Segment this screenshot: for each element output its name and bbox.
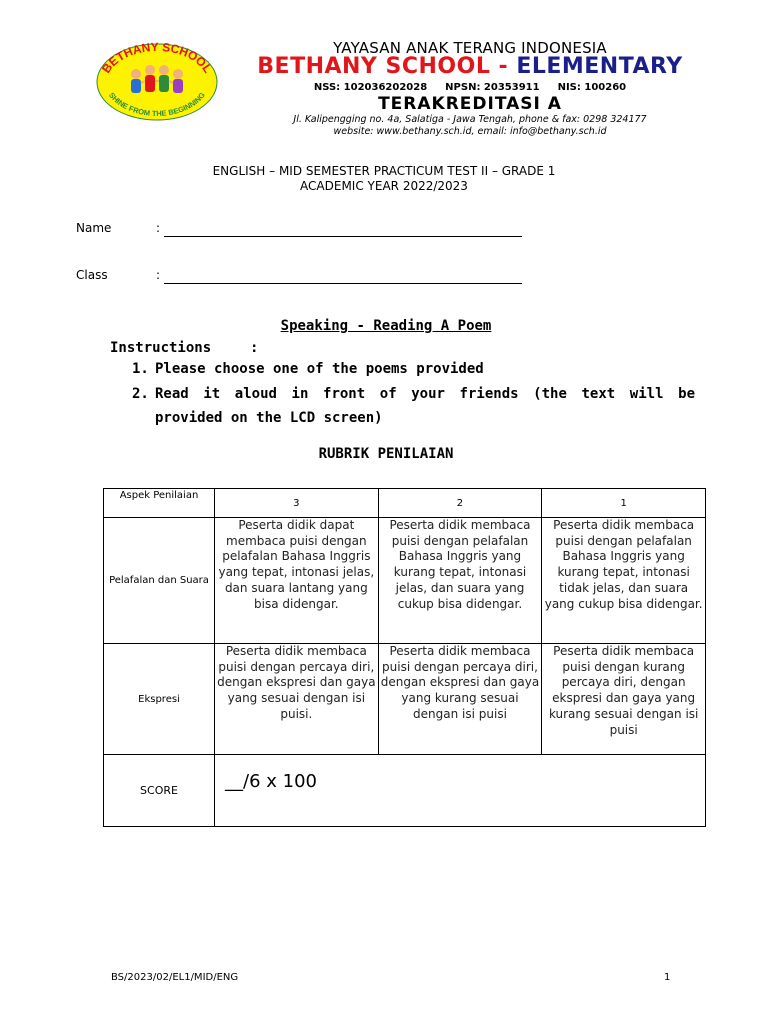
header-score-1: 1: [542, 489, 706, 518]
rubric-title: RUBRIK PENILAIAN: [318, 446, 454, 462]
section-title: Speaking - Reading A Poem: [280, 318, 492, 334]
school-logo: [94, 40, 220, 124]
logo-text-top: BETHANY SCHOOL: [99, 40, 215, 76]
instruction-text-2-line2: provided on the LCD screen): [155, 410, 383, 426]
instructions-colon: :: [250, 340, 259, 356]
exam-title: ENGLISH – MID SEMESTER PRACTICUM TEST II – GRADE 1: [212, 164, 556, 178]
school-ids: [230, 82, 710, 93]
instruction-text-2-line1: Read it aloud in front of your friends (the text will be: [155, 386, 695, 402]
score-row: [104, 755, 706, 827]
accreditation: TERAKREDITASI A: [378, 94, 562, 114]
nis: NIS: 100260: [557, 82, 627, 93]
class-colon: :: [156, 268, 161, 282]
page-number: 1: [664, 972, 671, 983]
aspect-pronunciation: Pelafalan dan Suara: [104, 518, 215, 644]
cell-expression-2: Peserta didik membaca puisi dengan percaya diri, dengan ekspresi dan gaya yang kurang sesuai dengan isi puisi: [378, 644, 542, 755]
cell-pronunciation-3: Peserta didik dapat membaca puisi dengan pelafalan Bahasa Inggris yang tepat, intonasi jelas, dan suara lantang yang bisa didengar.: [215, 518, 379, 644]
instruction-text-1: Please choose one of the poems provided: [155, 361, 484, 377]
school-name-part2: ELEMENTARY: [516, 54, 683, 79]
table-row: [104, 518, 706, 644]
cell-expression-1: Peserta didik membaca puisi dengan kurang percaya diri, dengan ekspresi dan gaya yang kurang sesuai dengan isi puisi: [542, 644, 706, 755]
document-code: BS/2023/02/EL1/MID/ENG: [111, 972, 239, 983]
table-row: [104, 644, 706, 755]
instructions-label: Instructions: [110, 340, 212, 356]
score-value: __/6 x 100: [215, 755, 706, 827]
school-name-part1: BETHANY SCHOOL: [257, 54, 491, 79]
class-label: Class: [76, 268, 108, 282]
table-header-row: [104, 489, 706, 518]
header-score-2: 2: [378, 489, 542, 518]
cell-pronunciation-2: Peserta didik membaca puisi dengan pelafalan Bahasa Inggris yang kurang tepat, intonasi jelas, dan suara yang cukup bisa didengar.: [378, 518, 542, 644]
aspect-expression: Ekspresi: [104, 644, 215, 755]
name-field[interactable]: [164, 236, 522, 237]
cell-expression-3: Peserta didik membaca puisi dengan percaya diri, dengan ekspresi dan gaya yang sesuai dengan isi puisi.: [215, 644, 379, 755]
name-colon: :: [156, 221, 161, 235]
instruction-number-2: 2.: [132, 386, 149, 402]
instruction-number-1: 1.: [132, 361, 149, 377]
name-label: Name: [76, 221, 112, 235]
class-field[interactable]: [164, 283, 522, 284]
npsn: NPSN: 20353911: [445, 82, 540, 93]
score-label: SCORE: [104, 755, 215, 827]
logo-text-bottom: SHINE FROM THE BEGINNING: [107, 90, 207, 119]
nss: NSS: 102036202028: [313, 82, 428, 93]
school-name-sep: -: [490, 54, 517, 79]
header-score-3: 3: [215, 489, 379, 518]
foundation-name: YAYASAN ANAK TERANG INDONESIA: [333, 39, 607, 57]
website-email: website: www.bethany.sch.id, email: info@bethany.sch.id: [333, 126, 607, 137]
rubric-table: [103, 488, 706, 827]
school-name: [230, 54, 710, 79]
academic-year: ACADEMIC YEAR 2022/2023: [300, 179, 468, 193]
address: Jl. Kalipengging no. 4a, Salatiga - Jawa Tengah, phone & fax: 0298 324177: [293, 114, 647, 125]
header-aspect: Aspek Penilaian: [104, 489, 215, 518]
cell-pronunciation-1: Peserta didik membaca puisi dengan pelafalan Bahasa Inggris yang kurang tepat, intonasi tidak jelas, dan suara yang cukup bisa didengar.: [542, 518, 706, 644]
